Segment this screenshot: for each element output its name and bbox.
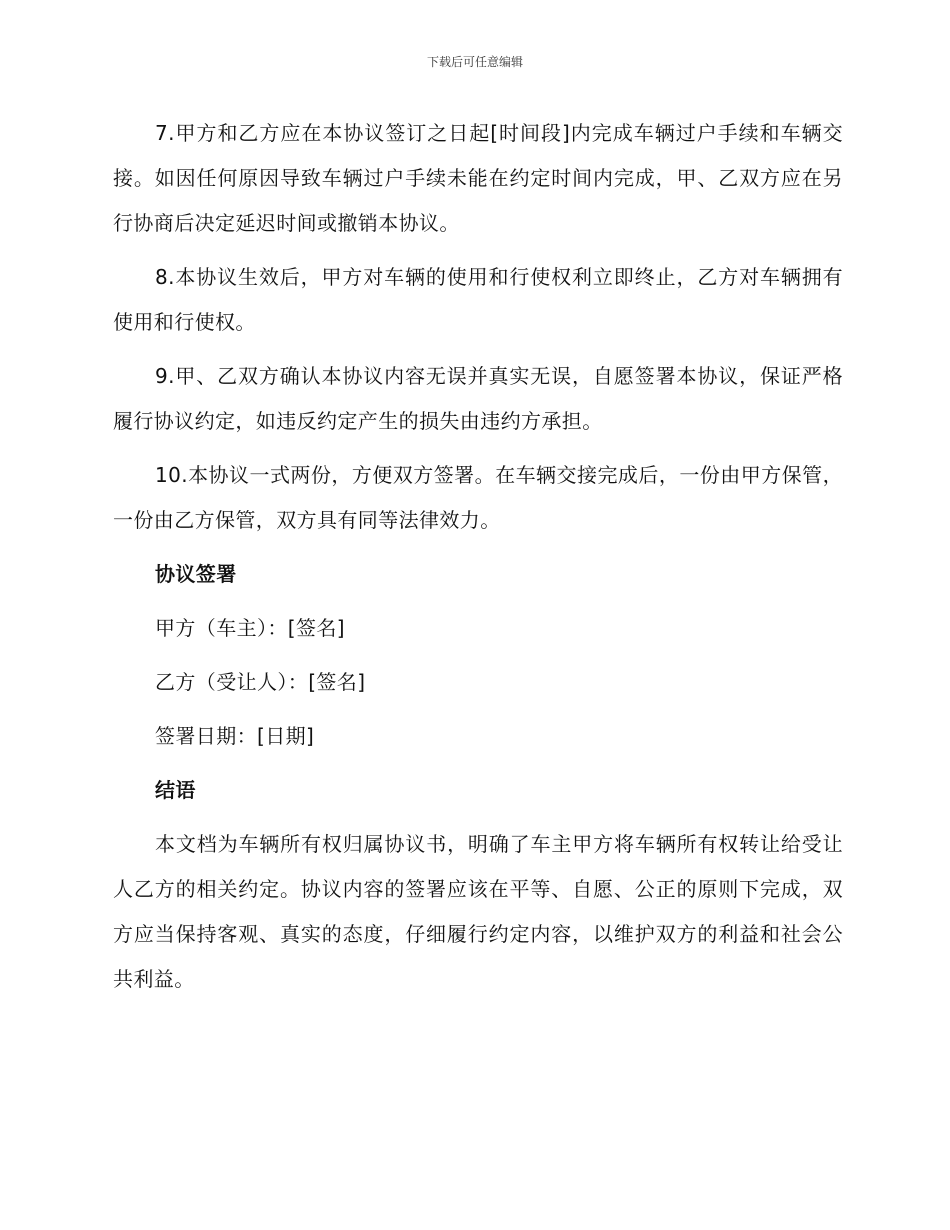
conclusion-heading: 结语 bbox=[155, 778, 196, 802]
party-b-signature: 乙方（受让人）：[签名] bbox=[155, 670, 366, 694]
conclusion-text: 本文档为车辆所有权归属协议书，明确了车主甲方将车辆所有权转让给受让人乙方的相关约定。协议内容的签署应该在平等、自愿、公正的原则下完成，双方应当保持客观、真实的态度，仔细履行约定内容，以维护双方的利益和社会公共利益。 bbox=[113, 832, 843, 991]
party-a-signature: 甲方（车主）：[签名] bbox=[155, 616, 346, 640]
signing-date: 签署日期：[日期] bbox=[155, 724, 315, 748]
clause-7: 7.甲方和乙方应在本协议签订之日起[时间段]内完成车辆过户手续和车辆交接。如因任何原因导致车辆过户手续未能在约定时间内完成，甲、乙双方应在另行协商后决定延迟时间或撤销本协议。 bbox=[113, 121, 843, 235]
clause-10: 10.本协议一式两份，方便双方签署。在车辆交接完成后，一份由甲方保管，一份由乙方保管，双方具有同等法律效力。 bbox=[113, 463, 843, 532]
header-note: 下载后可任意编辑 bbox=[426, 55, 523, 69]
document-body bbox=[113, 111, 843, 1011]
clause-8: 8.本协议生效后，甲方对车辆的使用和行使权利立即终止，乙方对车辆拥有使用和行使权。 bbox=[113, 265, 843, 334]
signing-heading: 协议签署 bbox=[155, 562, 237, 586]
clause-9: 9.甲、乙双方确认本协议内容无误并真实无误，自愿签署本协议，保证严格履行协议约定，如违反约定产生的损失由违约方承担。 bbox=[113, 364, 843, 433]
